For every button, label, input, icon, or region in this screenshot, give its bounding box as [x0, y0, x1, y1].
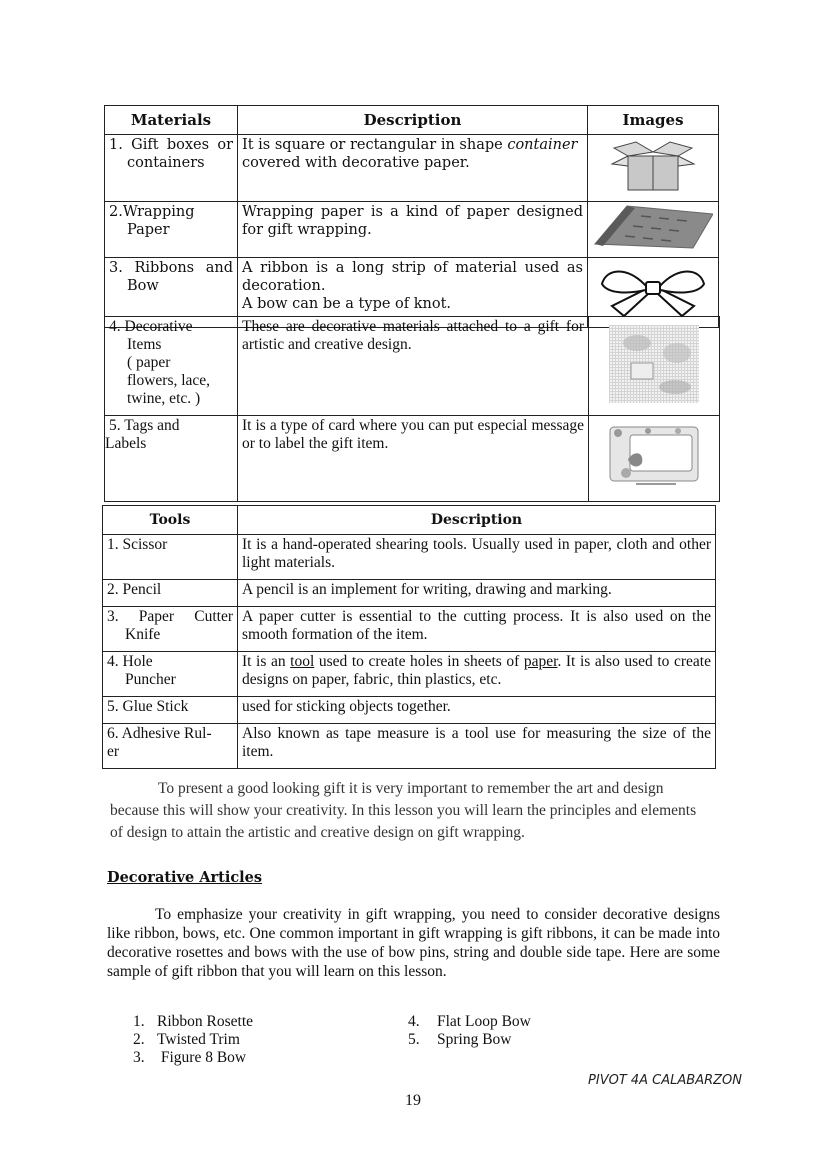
- list-item: [133, 1031, 253, 1049]
- header-description: Description: [238, 506, 716, 535]
- table-row: [105, 135, 719, 202]
- material-cell: [105, 317, 238, 416]
- tool-name: 4. Hole: [107, 653, 153, 670]
- description-text: covered with decorative paper.: [242, 155, 470, 171]
- description-text: A bow can be a type of knot.: [242, 296, 452, 312]
- list-number: 4.: [408, 1013, 420, 1030]
- table-row: [105, 202, 719, 258]
- ribbon-list-left: [133, 1013, 253, 1067]
- header-tools: Tools: [103, 506, 238, 535]
- tool-name: 2. Pencil: [107, 581, 162, 598]
- tool-cell: [103, 580, 238, 607]
- material-name: ( paper: [127, 354, 171, 371]
- header-materials: Materials: [105, 106, 238, 135]
- material-name: 3. Ribbons and: [109, 260, 233, 276]
- materials-table: [104, 105, 719, 328]
- table-row: [105, 416, 720, 502]
- tag-label-icon: [608, 423, 700, 489]
- description-cell: These are decorative materials attached to a gift for artistic and creative design.: [238, 317, 589, 416]
- description-text: A ribbon is a long strip of material used as decoration.: [242, 260, 583, 294]
- description-cell: It is a type of card where you can put especial message or to label the gift item.: [238, 416, 589, 502]
- list-item: [408, 1013, 531, 1031]
- list-number: 1.: [133, 1013, 145, 1030]
- material-name: 2.Wrapping: [109, 204, 195, 220]
- material-name: Labels: [105, 435, 147, 452]
- table-row: [103, 580, 716, 607]
- tool-name: Knife: [125, 626, 161, 643]
- list-label: Figure 8 Bow: [157, 1049, 247, 1066]
- tag-label-image: [589, 416, 720, 502]
- description-cell: used for sticking objects together.: [238, 697, 716, 724]
- page-number: 19: [405, 1092, 421, 1109]
- material-name: 5. Tags and: [109, 417, 180, 434]
- material-name: Items: [127, 336, 162, 353]
- table-row: [103, 535, 716, 580]
- material-name: 1. Gift boxes or: [109, 137, 233, 153]
- list-item: [133, 1013, 253, 1031]
- description-text: used to create holes in sheets of: [314, 653, 524, 670]
- material-cell: [105, 135, 238, 202]
- list-label: Spring Bow: [437, 1031, 512, 1048]
- intro-paragraph: [110, 778, 700, 844]
- section-heading: Decorative Articles: [107, 869, 263, 886]
- tools-header-row: [103, 506, 716, 535]
- tool-name: 1. Scissor: [107, 536, 168, 553]
- list-number: 3.: [133, 1049, 145, 1066]
- description-cell: It is a hand-operated shearing tools. Usually used in paper, cloth and other light materials.: [238, 535, 716, 580]
- table-row: [105, 317, 720, 416]
- material-cell: [105, 202, 238, 258]
- description-cell: [238, 135, 588, 202]
- table-row: [103, 697, 716, 724]
- tool-cell: [103, 697, 238, 724]
- tool-cell: [103, 652, 238, 697]
- material-name: 4. Decorative: [109, 318, 193, 335]
- description-cell: Also known as tape measure is a tool use for measuring the size of the item.: [238, 724, 716, 769]
- list-label: Twisted Trim: [157, 1031, 240, 1048]
- description-text: It is an: [242, 653, 291, 670]
- description-cell: A pencil is an implement for writing, drawing and marking.: [238, 580, 716, 607]
- table-row: [103, 724, 716, 769]
- header-images: Images: [588, 106, 719, 135]
- list-item: [133, 1049, 253, 1067]
- bow-icon: [598, 260, 708, 320]
- wrapping-paper-icon: [593, 204, 713, 250]
- list-number: 2.: [133, 1031, 145, 1048]
- description-cell: [238, 652, 716, 697]
- paper-link[interactable]: paper: [523, 653, 558, 670]
- section-paragraph: [107, 905, 720, 981]
- tool-name: Puncher: [125, 671, 176, 688]
- header-description: Description: [238, 106, 588, 135]
- tool-cell: [103, 535, 238, 580]
- tool-name: 3. Paper Cutter: [107, 608, 233, 625]
- decorative-items-image: [589, 317, 720, 416]
- materials-header-row: [105, 106, 719, 135]
- material-name: twine, etc. ): [127, 390, 201, 407]
- list-label: Ribbon Rosette: [157, 1013, 254, 1030]
- table-row: [103, 652, 716, 697]
- intro-text: To present a good looking gift it is very important to remember the art and design because this will show your creativity. In this lesson you will learn the principles and elements of design to attain the artistic and creative design on gift wrapping.: [110, 780, 697, 841]
- tool-name: 5. Glue Stick: [107, 698, 189, 715]
- footer-label: PIVOT 4A CALABARZON: [588, 1073, 742, 1088]
- section-text: To emphasize your creativity in gift wrapping, you need to consider decorative designs like ribbon, bows, etc. One common important in gift wrapping is gift ribbons, it can be made into decorative rosettes and bows with the use of bow pins, string and double side tape. Here are some sample of gift ribbon that you will learn on this lesson.: [107, 906, 720, 980]
- material-name: Paper: [127, 222, 170, 238]
- material-name: containers: [127, 155, 205, 171]
- tool-name: er: [107, 743, 120, 760]
- description-cell: Wrapping paper is a kind of paper designed for gift wrapping.: [238, 202, 588, 258]
- gift-box-icon: [608, 138, 698, 194]
- list-label: Flat Loop Bow: [437, 1013, 531, 1030]
- description-cell: A paper cutter is essential to the cutting process. It is also used on the smooth formation of the item.: [238, 607, 716, 652]
- list-item: [408, 1031, 531, 1049]
- description-text: . It is also used to create designs on paper, fabric, thin plastics, etc.: [242, 653, 711, 688]
- materials-table-continued: [104, 316, 720, 502]
- table-row: [103, 607, 716, 652]
- wrapping-paper-image: [588, 202, 719, 258]
- tool-cell: [103, 724, 238, 769]
- material-name: flowers, lace,: [127, 372, 211, 389]
- list-number: 5.: [408, 1031, 420, 1048]
- tool-name: 6. Adhesive Rul-: [107, 725, 212, 742]
- ribbon-list-right: [408, 1013, 531, 1049]
- material-name: Bow: [127, 278, 159, 294]
- description-text: It is square or rectangular in shape: [242, 137, 508, 153]
- description-emphasis: container: [507, 137, 578, 153]
- decorative-items-icon: [607, 323, 701, 405]
- gift-box-image: [588, 135, 719, 202]
- tool-link[interactable]: tool: [290, 653, 315, 670]
- tool-cell: [103, 607, 238, 652]
- material-cell: [105, 416, 238, 502]
- tools-table: [102, 505, 716, 769]
